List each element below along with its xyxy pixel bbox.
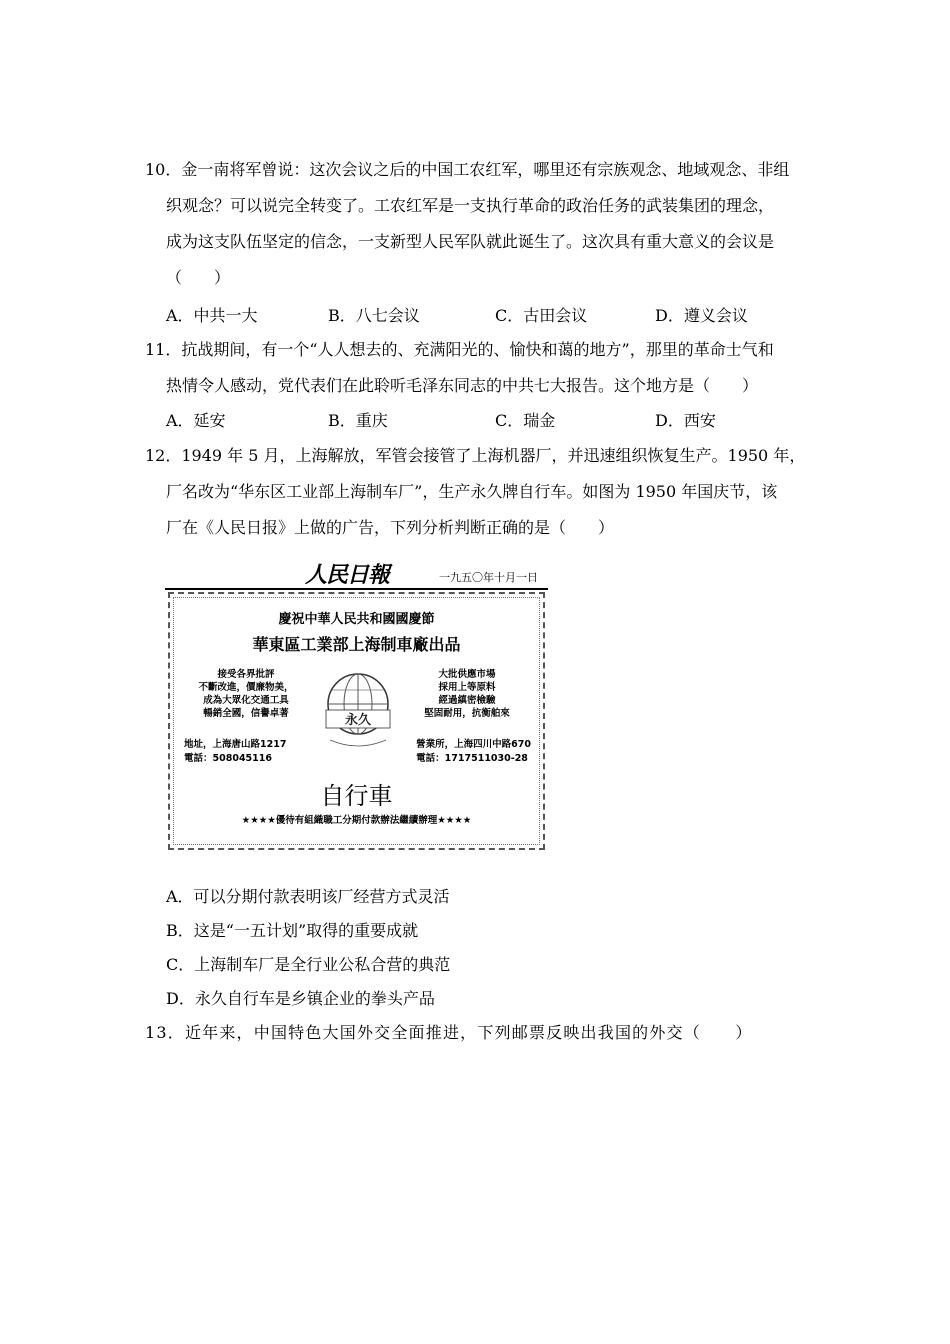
newspaper-ad-figure — [165, 558, 548, 852]
option-d[interactable]: D．永久自行车是乡镇企业的拳头产品 — [166, 989, 435, 1008]
question-11-line-2: 热情令人感动，党代表们在此聆听毛泽东同志的中共七大报告。这个地方是（ ） — [166, 376, 759, 395]
ad-right-line: 大批供應市場 — [438, 669, 496, 680]
globe-logo-icon — [312, 664, 404, 756]
question-10-line-3: 成为这支队伍坚定的信念，一支新型人民军队就此诞生了。这次具有重大意义的会议是 — [166, 232, 775, 251]
ad-left-line: 不斷改進，價廉物美， — [198, 682, 294, 693]
option-c[interactable]: C．上海制车厂是全行业公私合营的典范 — [166, 955, 451, 974]
question-12-line-2: 厂名改为“华东区工业部上海制车厂”，生产永久牌自行车。如图为 1950 年国庆节，该 — [166, 482, 778, 501]
question-10-line-1: 10．金一南将军曾说：这次会议之后的中国工农红军，哪里还有宗族观念、地域观念、非组 — [145, 160, 790, 179]
ad-right-line: 堅固耐用，抗衡舶來 — [424, 708, 510, 719]
question-10 — [145, 152, 810, 296]
question-13 — [145, 1015, 810, 1051]
option-c[interactable]: C．古田会议 — [495, 306, 588, 325]
option-c[interactable]: C．瑞金 — [495, 411, 556, 430]
ad-left-line: 暢銷全國，信譽卓著 — [203, 708, 289, 719]
header-rule — [165, 588, 548, 590]
option-a[interactable]: A．中共一大 — [166, 306, 258, 325]
advertisement-inner-border — [173, 597, 540, 845]
question-12-line-3: 厂在《人民日报》上做的广告，下列分析判断正确的是（ ） — [166, 518, 615, 537]
factory-address: 地址，上海唐山路1217 — [184, 739, 287, 750]
newspaper-date: 一九五〇年十月一日 — [439, 571, 538, 584]
question-13-line-1: 13．近年来，中国特色大国外交全面推进，下列邮票反映出我国的外交（ ） — [145, 1023, 753, 1042]
question-10-line-4: （ ） — [166, 268, 231, 287]
factory-phone: 電話：508045116 — [184, 753, 272, 764]
option-d[interactable]: D．西安 — [655, 411, 716, 430]
ad-address-right — [416, 738, 531, 766]
option-b[interactable]: B．重庆 — [328, 411, 388, 430]
question-11 — [145, 332, 810, 404]
option-b[interactable]: B．这是“一五计划”取得的重要成就 — [166, 921, 419, 940]
newspaper-header — [165, 558, 548, 590]
store-phone: 電話：1717511030-28 — [416, 753, 528, 764]
question-11-line-1: 11．抗战期间，有一个“人人想去的、充满阳光的、愉快和蔼的地方”，那里的革命士气和 — [145, 340, 774, 359]
question-10-line-2: 织观念？可以说完全转变了。工农红军是一支执行革命的政治任务的武装集团的理念， — [166, 196, 775, 215]
store-address: 營業所，上海四川中路670 — [416, 739, 531, 750]
ad-left-line: 成為大眾化交通工具 — [203, 695, 289, 706]
ad-left-text — [186, 668, 306, 720]
ad-title-1: 慶祝中華人民共和國國慶節 — [278, 612, 435, 627]
ad-right-text — [407, 668, 527, 720]
question-12-line-1: 12．1949 年 5 月，上海解放，军管会接管了上海机器厂，并迅速组织恢复生产。1950 年， — [145, 446, 806, 465]
advertisement-box — [168, 592, 545, 850]
option-d[interactable]: D．遵义会议 — [655, 306, 748, 325]
ad-right-line: 經過縝密檢驗 — [438, 695, 496, 706]
ad-left-line: 接受各界批評 — [217, 669, 275, 680]
ad-footer: ★★★★優待有組織職工分期付款辦法繼續辦理★★★★ — [241, 815, 472, 826]
question-11-options — [166, 404, 806, 438]
ad-right-line: 採用上等原料 — [438, 682, 496, 693]
newspaper-masthead: 人民日報 — [305, 562, 390, 588]
ad-title-2: 華東區工業部上海制車廠出品 — [252, 635, 461, 654]
option-a[interactable]: A．延安 — [166, 411, 226, 430]
question-10-options — [166, 299, 806, 333]
ad-address-left — [184, 738, 286, 766]
logo-text: 永久 — [344, 713, 372, 728]
ad-product-name: 自行車 — [320, 782, 393, 810]
question-12 — [145, 438, 810, 546]
option-a[interactable]: A．可以分期付款表明该厂经营方式灵活 — [166, 887, 450, 906]
option-b[interactable]: B．八七会议 — [328, 306, 420, 325]
